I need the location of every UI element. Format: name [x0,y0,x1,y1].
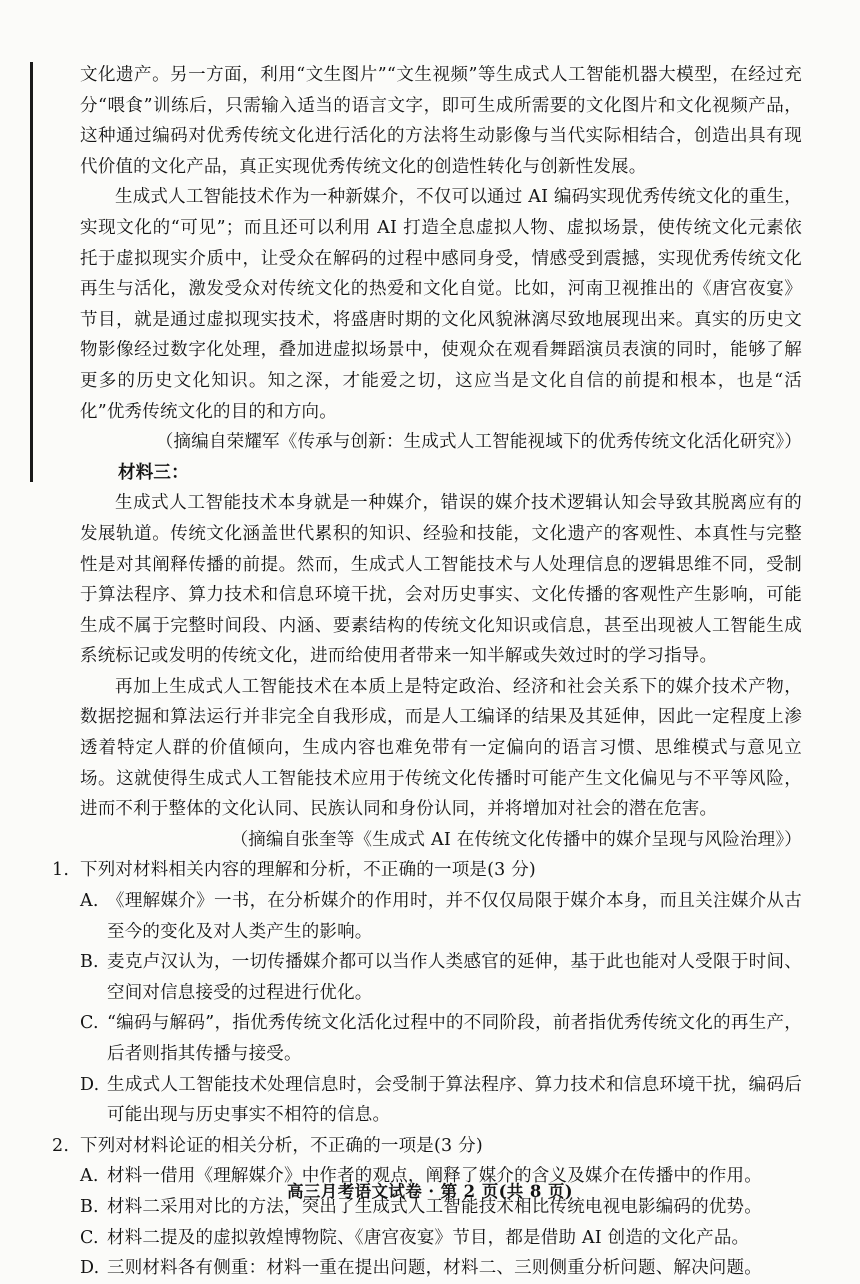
option-text: 材料一借用《理解媒介》中作者的观点，阐释了媒介的含义及媒介在传播中的作用。 [107,1166,762,1187]
page-footer: 高三月考语文试卷 · 第 2 页(共 8 页) [287,1182,573,1201]
source-citation: （摘编自张奎等《生成式 AI 在传统文化传播中的媒介呈现与风险治理》） [230,829,802,850]
question-stem [52,1131,802,1162]
question-2 [52,1131,802,1284]
passage-paragraph: 生成式人工智能技术本身就是一种媒介，错误的媒介技术逻辑认知会导致其脱离应有的发展轨道。传统文化涵盖世代累积的知识、经验和技能，文化遗产的客观性、本真性与完整性是对其阐释传播的前提。然而，生成式人工智能技术与人处理信息的逻辑思维不同，受制于算法程序、算力技术和信息环境干扰，会对历史事实、文化传播的客观性产生影响，可能生成不属于完整时间段、内涵、要素结构的传统文化知识或信息，甚至出现被人工智能生成系统标记或发明的传统文化，进而给使用者带来一知半解或失效过时的学习指导。 [80,493,802,667]
material-heading: 材料三： [118,462,189,483]
option-label: D. [80,1074,100,1095]
passage-paragraph: 文化遗产。另一方面，利用“文生图片”“文生视频”等生成式人工智能机器大模型，在经过充分“喂食”训练后，只需输入适当的语言文字，即可生成所需要的文化图片和文化视频产品，这种通过编码对优秀传统文化进行活化的方法将生动影像与当代实际相结合，创造出具有现代价值的文化产品，真正实现优秀传统文化的创造性转化与创新性发展。 [80,65,802,177]
option-a [80,886,802,947]
option-label: A. [80,891,99,912]
option-text: 《理解媒介》一书，在分析媒介的作用时，并不仅仅局限于媒介本身，而且关注媒介从古至今的变化及对人类产生的影响。 [107,891,802,942]
question-text: 下列对材料相关内容的理解和分析，不正确的一项是(3 分) [80,860,536,881]
option-label: A. [80,1166,99,1187]
option-text: 生成式人工智能技术处理信息时，会受制于算法程序、算力技术和信息环境干扰，编码后可能出现与历史事实不相符的信息。 [107,1074,802,1126]
option-b [80,947,802,1008]
option-label: D. [80,1258,100,1279]
question-number: 1. [52,860,70,881]
option-label: B. [80,952,99,973]
question-stem [52,855,802,886]
option-c [80,1008,802,1069]
margin-rule [30,62,33,482]
passage-paragraph: 再加上生成式人工智能技术在本质上是特定政治、经济和社会关系下的媒介技术产物，数据挖掘和算法运行并非完全自我形成，而是人工编译的结果及其延伸，因此一定程度上渗透着特定人群的价值倾向，生成内容也难免带有一定偏向的语言习惯、思维模式与意见立场。这就使得生成式人工智能技术应用于传统文化传播时可能产生文化偏见与不平等风险，进而不利于整体的文化认同、民族认同和身份认同，并将增加对社会的潜在危害。 [80,676,802,820]
option-c [80,1223,802,1254]
option-d [80,1070,802,1131]
question-text: 下列对材料论证的相关分析，不正确的一项是(3 分) [80,1135,483,1156]
option-text: 麦克卢汉认为，一切传播媒介都可以当作人类感官的延伸，基于此也能对人受限于时间、空间对信息接受的过程进行优化。 [107,952,802,1003]
option-label: C. [80,1227,99,1248]
page-content [52,60,802,1284]
passage-paragraph: 生成式人工智能技术作为一种新媒介，不仅可以通过 AI 编码实现优秀传统文化的重生，实现文化的“可见”；而且还可以利用 AI 打造全息虚拟人物、虚拟场景，使传统文化元素依托于虚拟现实介质中，让受众在解码的过程中感同身受，情感受到震撼，实现优秀传统文化再生与活化，激发受众对传统文化的热爱和文化自觉。比如，河南卫视推出的《唐宫夜宴》节目，就是通过虚拟现实技术，将盛唐时期的文化风貌淋漓尽致地展现出来。真实的历史文物影像经过数字化处理，叠加进虚拟场景中，使观众在观看舞蹈演员表演的同时，能够了解更多的历史文化知识。知之深，才能爱之切，这应当是文化自信的前提和根本，也是“活化”优秀传统文化的目的和方向。 [80,187,802,422]
option-text: 三则材料各有侧重：材料一重在提出问题，材料二、三则侧重分析问题、解决问题。 [107,1258,762,1279]
source-citation: （摘编自荣耀军《传承与创新：生成式人工智能视域下的优秀传统文化活化研究》） [155,432,802,453]
option-text: 材料二提及的虚拟敦煌博物院、《唐宫夜宴》节目，都是借助 AI 创造的文化产品。 [107,1227,750,1248]
option-text: “编码与解码”，指优秀传统文化活化过程中的不同阶段，前者指优秀传统文化的再生产，后者则指其传播与接受。 [107,1013,802,1064]
option-label: C. [80,1013,99,1034]
option-label: B. [80,1196,99,1217]
question-1 [52,855,802,1130]
option-text: 材料二采用对比的方法，突出了生成式人工智能技术相比传统电视电影编码的优势。 [107,1196,762,1217]
question-number: 2. [52,1135,70,1156]
option-d [80,1253,802,1284]
